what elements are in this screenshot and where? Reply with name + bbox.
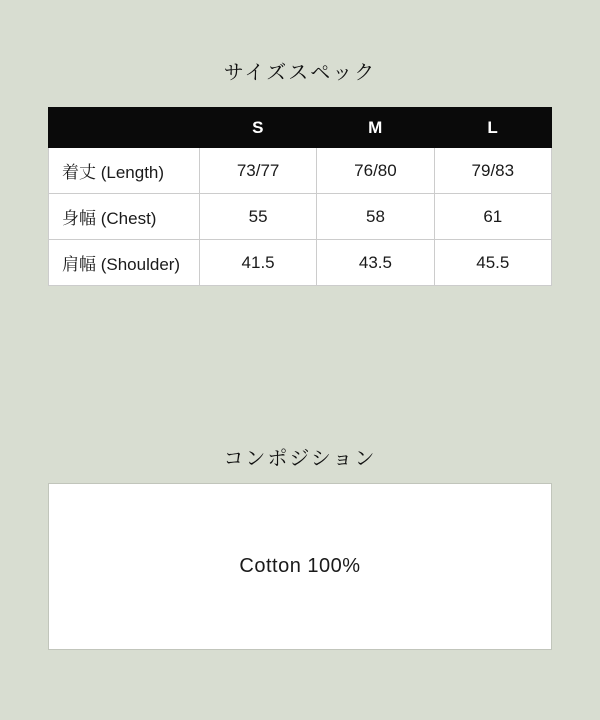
size-spec-table	[48, 107, 552, 286]
header-cell-size-l: L	[434, 108, 551, 148]
cell-length-l: 79/83	[434, 148, 551, 194]
composition-box	[48, 483, 552, 650]
row-label-shoulder: 肩幅 (Shoulder)	[49, 240, 200, 286]
table-row-shoulder	[49, 240, 552, 286]
header-cell-empty	[49, 108, 200, 148]
cell-shoulder-m: 43.5	[317, 240, 434, 286]
size-table-header-row	[49, 108, 552, 148]
composition-content: Cotton 100%	[239, 555, 361, 577]
cell-length-m: 76/80	[317, 148, 434, 194]
table-row-chest	[49, 194, 552, 240]
size-spec-section	[0, 0, 600, 286]
composition-section	[0, 444, 600, 650]
header-cell-size-s: S	[199, 108, 316, 148]
cell-chest-m: 58	[317, 194, 434, 240]
cell-chest-l: 61	[434, 194, 551, 240]
cell-chest-s: 55	[199, 194, 316, 240]
size-spec-title: サイズスペック	[223, 62, 377, 84]
header-cell-size-m: M	[317, 108, 434, 148]
row-label-chest: 身幅 (Chest)	[49, 194, 200, 240]
cell-length-s: 73/77	[199, 148, 316, 194]
row-label-length: 着丈 (Length)	[49, 148, 200, 194]
composition-title: コンポジション	[223, 448, 377, 470]
cell-shoulder-s: 41.5	[199, 240, 316, 286]
table-row-length	[49, 148, 552, 194]
cell-shoulder-l: 45.5	[434, 240, 551, 286]
